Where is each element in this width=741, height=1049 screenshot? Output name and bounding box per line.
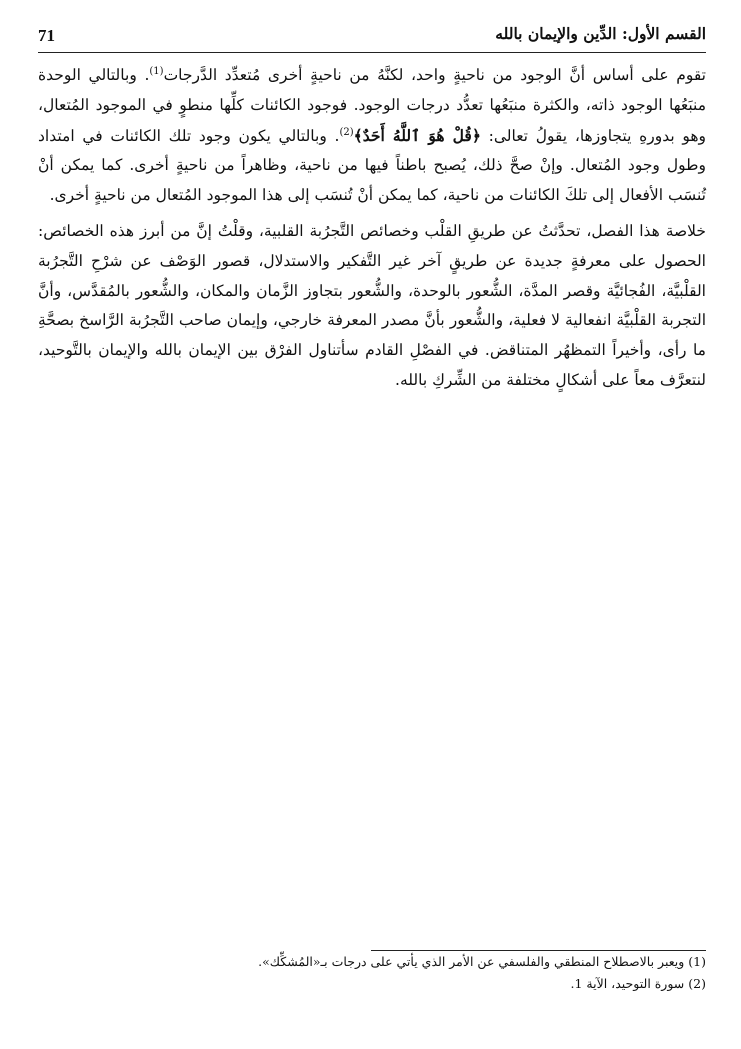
page-header	[38, 22, 706, 53]
footnote-text: سورة التوحيد، الآية 1.	[570, 976, 685, 991]
footnote-1	[38, 951, 706, 973]
footnote-text: ويعبر بالاصطلاح المنطقي والفلسفي عن الأمر الذي يأتي على درجات بـ«المُشكِّك».	[258, 954, 685, 969]
book-page	[38, 22, 706, 1027]
footnotes-section	[38, 950, 706, 995]
footnote-number: (2)	[688, 976, 706, 991]
footnote-reference-2: (2)	[339, 126, 354, 138]
paragraph-1-text-b: . وبالتالي الوحدة منبَعُها الوجود ذاته، والكثرة منبَعُها تعدُّد درجات الوجود. فوجود الكائنات كلِّها منطوٍ في الموجود المُتعال، وهو بدورهِ يتجاوزها، يقولُ تعالى:	[38, 66, 707, 145]
footnote-reference-1: (1)	[149, 65, 164, 77]
paragraph-2: خلاصة هذا الفصل، تحدَّثتُ عن طريقِ القلْب وخصائص التَّجرُبة القلبية، وقلْتُ إنَّ من أبرز هذه الخصائص: الحصول على معرفةٍ جديدة عن طريقٍ آخر غير التَّفكير والاستدلال، قصور الوَصْف عن شرْحِ التَّجرُبة القلْبيَّة، الفُجائيَّة وقصر المدَّة، الشُّعور بالوحدة، والشُّعور بتجاوز الزَّمان والمكان، والشُّعور بالمُقدَّس، وأنَّ التجربة القلْبيَّة انفعالية لا فعلية، والشُّعور بأنَّ مصدر المعرفة خارجي، وإيمان صاحب التَّجرُبة الرَّاسخ بصحَّةِ ما رأى، وأخيراً التمظهُر المتناقض. في الفصْلِ القادم سأتناول الفرْق بين الإيمان بالله والإيمان بالتَّوحيد، لنتعرَّف معاً على أشكالٍ مختلفة من الشِّركِ بالله.	[38, 221, 706, 389]
main-text	[38, 61, 706, 396]
footnote-2	[38, 973, 706, 995]
quran-verse: ﴿قُلْ هُوَ ٱللَّهُ أَحَدٌ﴾	[353, 125, 481, 145]
footnote-number: (1)	[688, 954, 706, 969]
page-number: 71	[38, 26, 55, 45]
paragraph-1-text-a: تقوم على أساس أنَّ الوجود من ناحيةٍ واحد، لكنَّهُ من ناحيةٍ أخرى مُتعدِّد الدَّرجات	[163, 66, 706, 84]
paragraph-1	[38, 61, 706, 211]
running-title: القسم الأول: الدِّين والإيمان بالله	[495, 24, 706, 43]
paragraph-1-text-c: . وبالتالي يكون وجود تلك الكائنات في امتداد وطول وجود المُتعال. وإنْ صحَّ ذلك، يُصبح باطناً فيها من ناحية، وظاهراً من ناحيةٍ أخرى. كما يمكن أنْ تُنسَب الأفعال إلى تلكَ الكائنات من ناحية، كما يمكن أنْ تُنسَب إلى هذا الموجود المُتعال من ناحيةٍ أخرى.	[38, 126, 706, 205]
